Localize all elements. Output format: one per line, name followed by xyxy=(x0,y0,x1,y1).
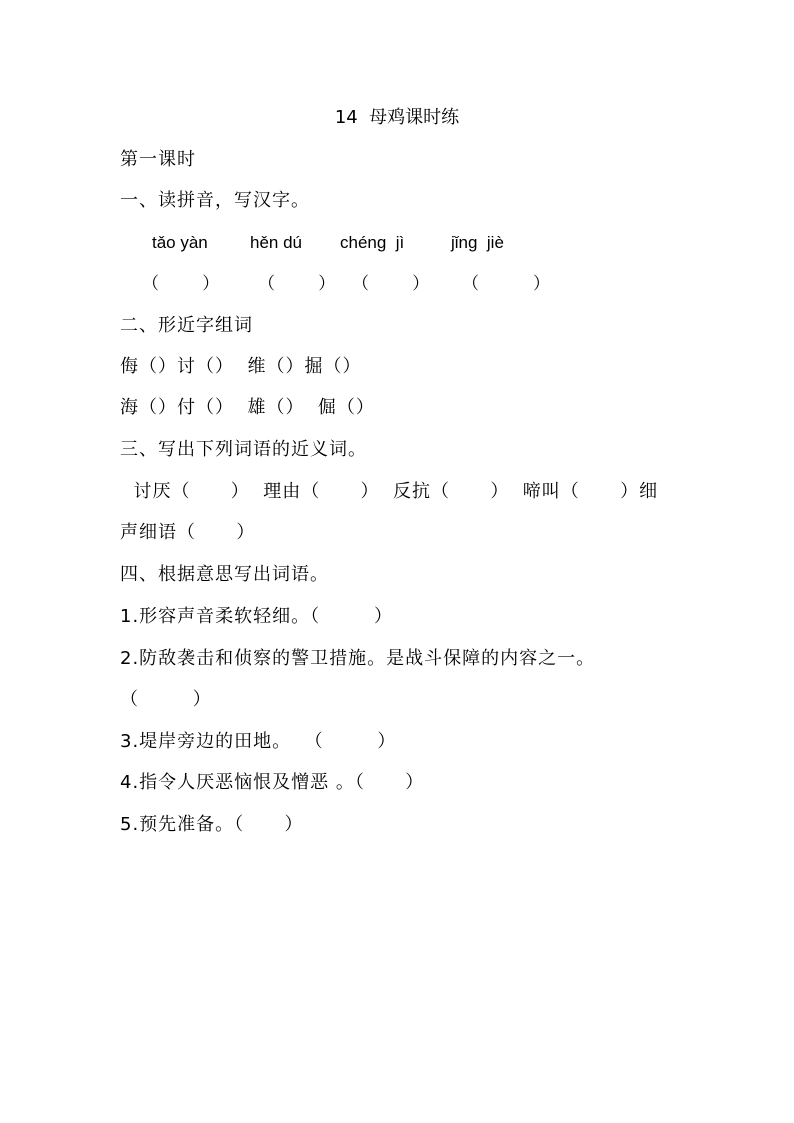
question-4: 4.指令人厌恶恼恨及憎恶 。（ ） xyxy=(120,772,425,793)
answer-blank-2[interactable]: （ ） xyxy=(258,274,336,294)
section3-heading: 三、写出下列词语的近义词。 xyxy=(120,439,367,460)
question-3: 3.堤岸旁边的田地。 （ ） xyxy=(120,731,397,752)
pinyin-3: chéng jì xyxy=(340,233,405,252)
page-title: 14 母鸡课时练 xyxy=(334,107,460,128)
lesson-label: 第一课时 xyxy=(120,149,196,170)
synonym-line-1: 讨厌（ ） 理由（ ） 反抗（ ） 啼叫（ ）细 xyxy=(120,481,659,502)
synonym-line-2: 声细语（ ） xyxy=(120,522,256,543)
section2-heading: 二、形近字组词 xyxy=(120,315,253,336)
similar-chars-row-1: 侮（）讨（） 维（）掘（） xyxy=(120,356,362,377)
answer-blank-1[interactable]: （ ） xyxy=(142,274,220,294)
answer-blank-3[interactable]: （ ） xyxy=(352,274,430,294)
section4-heading: 四、根据意思写出词语。 xyxy=(120,564,329,585)
pinyin-4: jǐng jiè xyxy=(451,233,504,252)
question-2: 2.防敌袭击和侦察的警卫措施。是战斗保障的内容之一。 xyxy=(120,648,596,669)
question-1: 1.形容声音柔软轻细。（ ） xyxy=(120,606,393,627)
question-2-blank[interactable]: （ ） xyxy=(120,689,212,710)
section1-heading: 一、读拼音，写汉字。 xyxy=(120,190,310,211)
similar-chars-row-2: 海（）付（） 雄（） 倔（） xyxy=(120,397,375,418)
pinyin-2: hěn dú xyxy=(250,233,302,252)
pinyin-1: tǎo yàn xyxy=(152,233,208,252)
answer-blank-4[interactable]: （ ） xyxy=(462,274,551,294)
question-5: 5.预先准备。（ ） xyxy=(120,814,304,835)
